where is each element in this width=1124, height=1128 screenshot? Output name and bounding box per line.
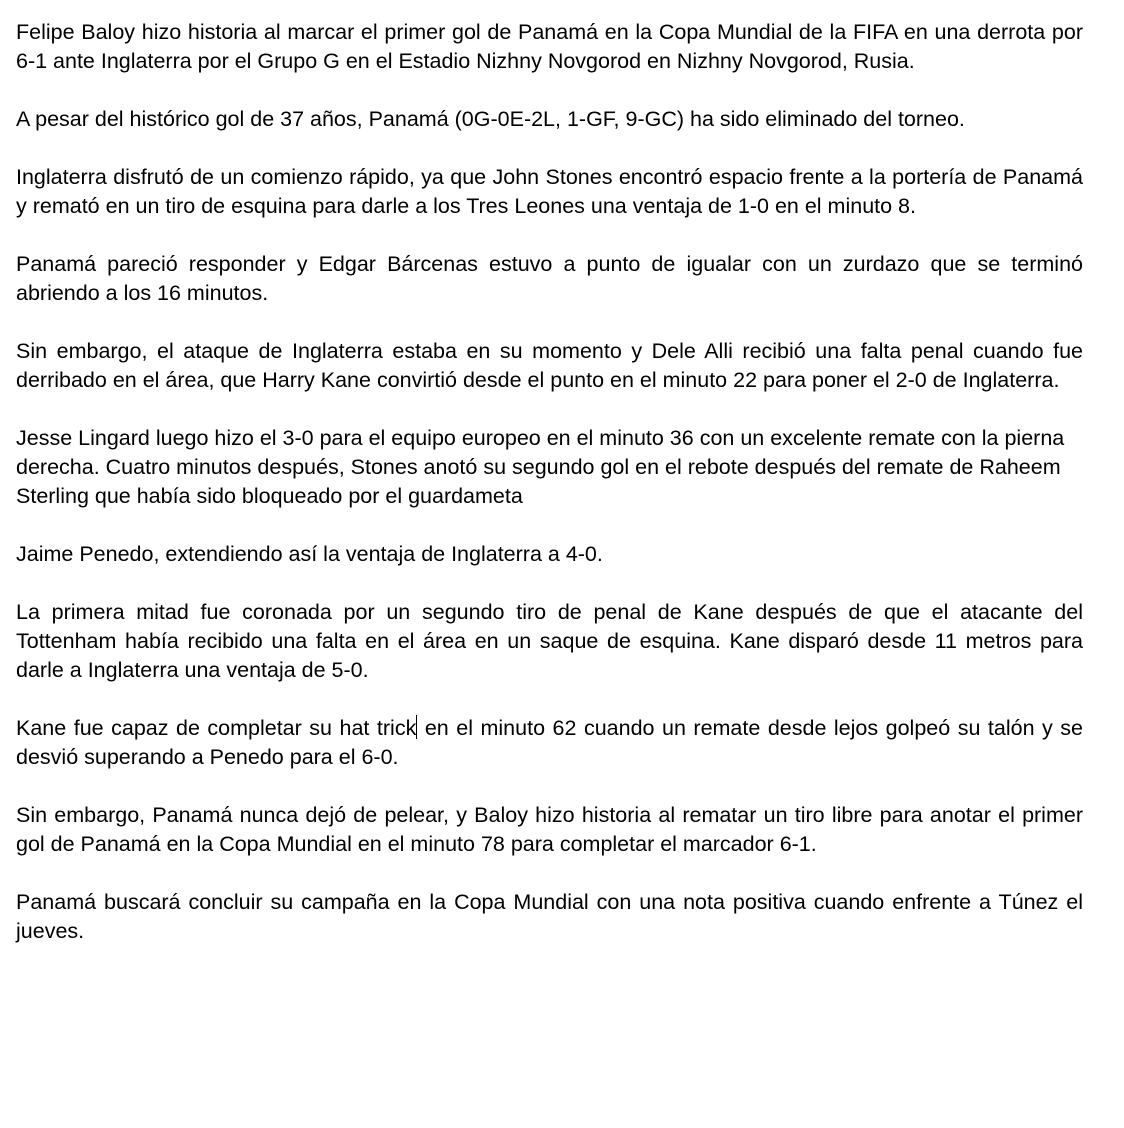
document-body[interactable] xyxy=(16,18,1083,975)
paragraph-4: Panamá pareció responder y Edgar Bárcenas estuvo a punto de igualar con un zurdazo que se terminó abriendo a los 16 minutos. xyxy=(16,252,1083,305)
paragraph-3: Inglaterra disfrutó de un comienzo rápido, ya que John Stones encontró espacio frente a la portería de Panamá y remató en un tiro de esquina para darle a los Tres Leones una ventaja de 1-0 en el minuto 8. xyxy=(16,165,1083,218)
paragraph-2: A pesar del histórico gol de 37 años, Panamá (0G-0E-2L, 1-GF, 9-GC) ha sido eliminado del torneo. xyxy=(16,107,965,131)
paragraph-8: La primera mitad fue coronada por un segundo tiro de penal de Kane después de que el atacante del Tottenham había recibido una falta en el área en un saque de esquina. Kane disparó desde 11 metros para darle a Inglaterra una ventaja de 5-0. xyxy=(16,600,1083,682)
paragraph-9 xyxy=(16,714,1083,772)
paragraph-7: Jaime Penedo, extendiendo así la ventaja de Inglaterra a 4-0. xyxy=(16,542,603,566)
paragraph-9-before-caret: Kane fue capaz de completar su hat trick xyxy=(16,716,417,740)
paragraph-6: Jesse Lingard luego hizo el 3-0 para el equipo europeo en el minuto 36 con un excelente remate con la pierna derecha. Cuatro minutos después, Stones anotó su segundo gol en el rebote después del remate de Raheem Sterling que había sido bloqueado por el guardameta xyxy=(16,426,1065,508)
paragraph-10: Sin embargo, Panamá nunca dejó de pelear, y Baloy hizo historia al rematar un tiro libre para anotar el primer gol de Panamá en la Copa Mundial en el minuto 78 para completar el marcador 6-1. xyxy=(16,803,1083,856)
paragraph-9-after-caret: en el minuto 62 cuando un remate desde lejos golpeó su talón y se desvió superando a Penedo para el 6-0. xyxy=(16,716,1083,769)
paragraph-11: Panamá buscará concluir su campaña en la Copa Mundial con una nota positiva cuando enfrente a Túnez el jueves. xyxy=(16,890,1083,943)
paragraph-1: Felipe Baloy hizo historia al marcar el primer gol de Panamá en la Copa Mundial de la FIFA en una derrota por 6-1 ante Inglaterra por el Grupo G en el Estadio Nizhny Novgorod en Nizhny Novgorod, Rusia. xyxy=(16,20,1083,73)
paragraph-5: Sin embargo, el ataque de Inglaterra estaba en su momento y Dele Alli recibió una falta penal cuando fue derribado en el área, que Harry Kane convirtió desde el punto en el minuto 22 para poner el 2-0 de Inglaterra. xyxy=(16,339,1083,392)
